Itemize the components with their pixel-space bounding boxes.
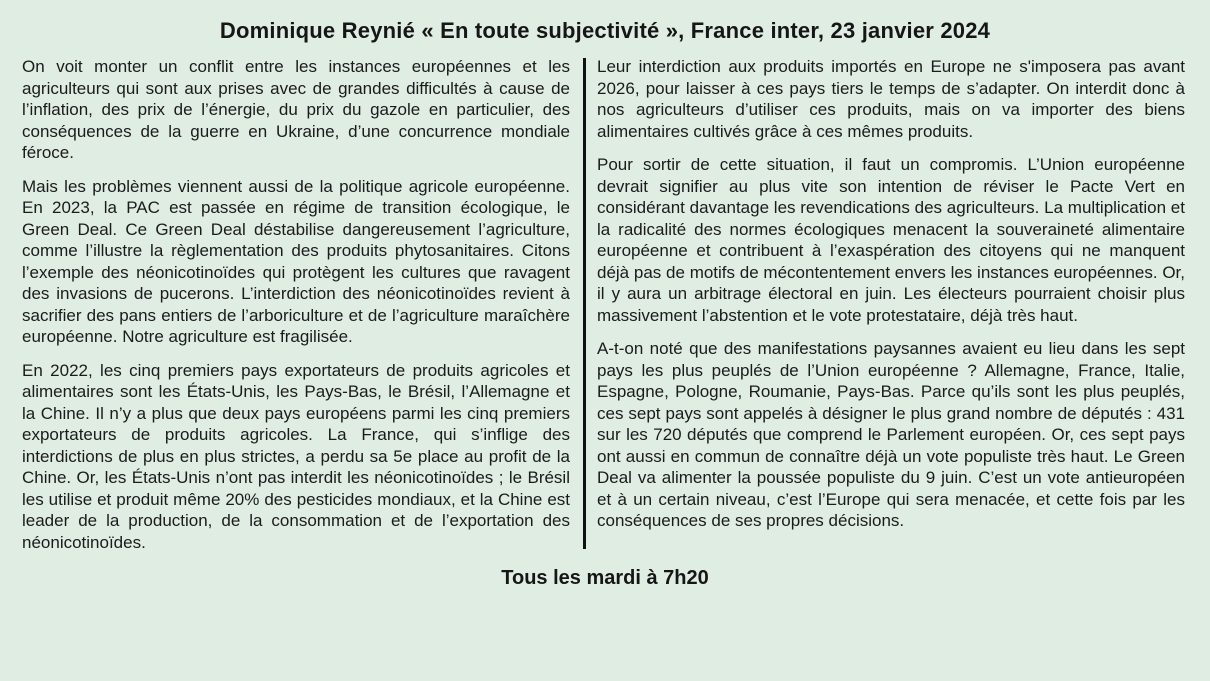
left-paragraph-1: On voit monter un conflit entre les instances européennes et les agriculteurs qui sont aux prises avec de grandes difficultés à cause de l’inflation, des prix de l’énergie, du prix du gazole en particulier, des conséquences de la guerre en Ukraine, d’une concurrence mondiale féroce.: [22, 57, 570, 162]
columns-container: [22, 56, 1188, 553]
right-column: [597, 56, 1185, 553]
column-divider: [583, 58, 586, 549]
right-paragraph-2: Pour sortir de cette situation, il faut un compromis. L’Union européenne devrait signifier au plus vite son intention de réviser le Pacte Vert en considérant davantage les revendications des agriculteurs. La multiplication et la radicalité des normes écologiques menacent la souveraineté alimentaire européenne et contribuent à l’exaspération des citoyens qui ne manquent déjà pas de motifs de mécontentement envers les instances européennes. Or, il y aura un arbitrage électoral en juin. Les électeurs pourraient choisir plus massivement l’abstention et le vote protestataire, déjà très haut.: [597, 155, 1185, 325]
left-paragraph-3: En 2022, les cinq premiers pays exportateurs de produits agricoles et alimentaires sont les États-Unis, les Pays-Bas, le Brésil, l’Allemagne et la Chine. Il n’y a plus que deux pays européens parmi les cinq premiers exportateurs de produits agricoles. La France, qui s’inflige des interdictions de plus en plus strictes, a perdu sa 5e place au profit de la Chine. Or, les États-Unis n’ont pas interdit les néonicotinoïdes ; le Brésil les utilise et produit même 20% des pesticides mondiaux, et la Chine est leader de la production, de la consommation et de l’exportation des néonicotinoïdes.: [22, 360, 570, 552]
right-paragraph-1: Leur interdiction aux produits importés en Europe ne s'imposera pas avant 2026, pour laisser à ces pays tiers le temps de s’adapter. On interdit donc à nos agriculteurs d’utiliser ces produits, mais on va importer des biens alimentaires cultivés grâce à ces mêmes produits.: [597, 57, 1185, 141]
footer-note: Tous les mardi à 7h20: [501, 567, 709, 589]
right-paragraph-3: A-t-on noté que des manifestations paysannes avaient eu lieu dans les sept pays les plus peuplés de l’Union européenne ? Allemagne, France, Italie, Espagne, Pologne, Roumanie, Pays-Bas. Parce qu’ils sont les plus peuplés, ces sept pays sont appelés à désigner le plus grand nombre de députés : 431 sur les 720 députés que comprend le Parlement européen. Or, ces sept pays ont aussi en commun de connaître déjà un vote populiste très haut. Le Green Deal va alimenter la poussée populiste du 9 juin. C’est un vote antieuropéen et à un certain niveau, c’est l’Europe qui sera menacée, et cette fois par les conséquences de ses propres décisions.: [597, 339, 1185, 530]
left-paragraph-2: Mais les problèmes viennent aussi de la politique agricole européenne. En 2023, la PAC est passée en régime de transition écologique, le Green Deal. Ce Green Deal déstabilise dangereusement l’agriculture, comme l’illustre la règlementation des produits phytosanitaires. Citons l’exemple des néonicotinoïdes qui protègent les cultures que ravagent des invasions de pucerons. L’interdiction des néonicotinoïdes revient à sacrifier des pans entiers de l’arboriculture et de l’agriculture maraîchère européenne. Notre agriculture est fragilisée.: [22, 176, 570, 346]
left-column: [22, 56, 570, 553]
page-title: Dominique Reynié « En toute subjectivité », France inter, 23 janvier 2024: [219, 18, 991, 43]
